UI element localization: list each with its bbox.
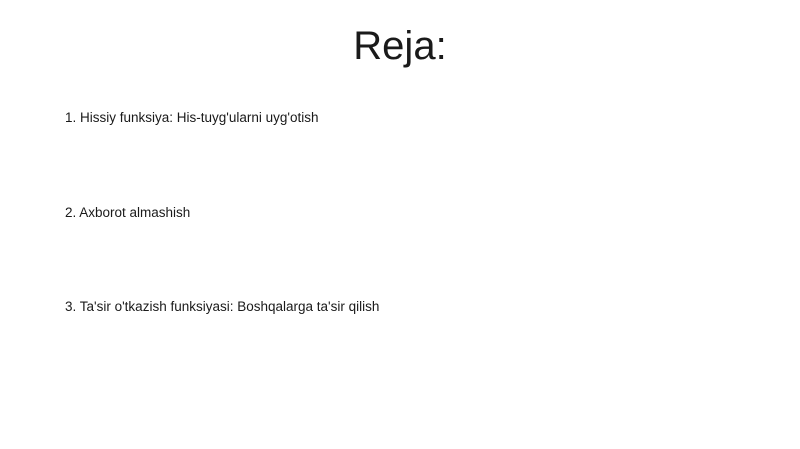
plan-item-3: 3. Ta'sir o'tkazish funksiyasi: Boshqalarga ta'sir qilish xyxy=(65,299,380,314)
plan-item-2: 2. Axborot almashish xyxy=(65,205,191,220)
plan-list xyxy=(65,0,745,449)
slide-title: Reja: xyxy=(353,24,447,68)
plan-item-1: 1. Hissiy funksiya: His-tuyg'ularni uyg'otish xyxy=(65,110,319,125)
